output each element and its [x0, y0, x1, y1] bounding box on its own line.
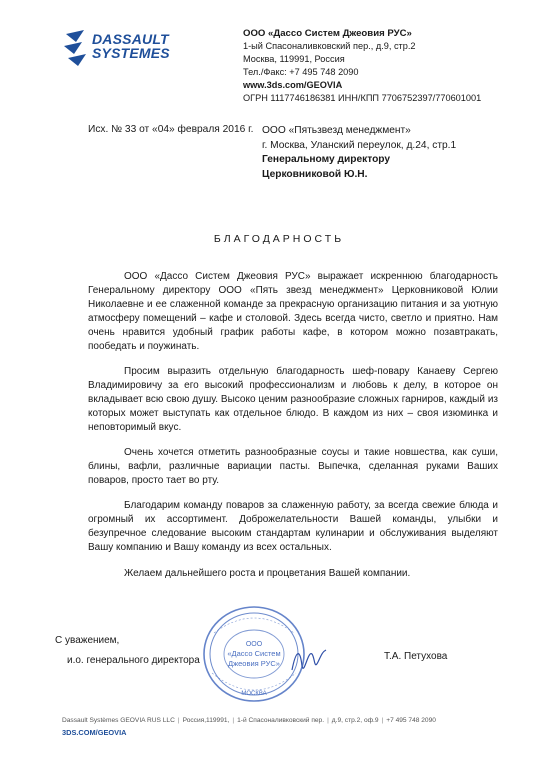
footer-city: Россия,119991,	[182, 717, 230, 724]
sender-phone: Тел./Факс: +7 495 748 2090	[243, 67, 359, 77]
dassault-3ds-logo-icon	[62, 28, 92, 68]
letter-body	[88, 270, 498, 592]
body-paragraph: Очень хочется отметить разнообразные соусы и такие новшества, как суши, блины, вафли, различные вариации пасты. Выпечка, сделанная руками Ваших поваров, просто тает во рту.	[88, 447, 498, 486]
sender-company-name: ООО «Дассо Систем Джеовия РУС»	[243, 28, 412, 39]
body-paragraph: Просим выразить отдельную благодарность шеф-повару Канаеву Сергею Владимировичу за его высокий профессионализм и любовь к делу, в которое он вкладывает всю свою душу. Высоко ценим разнообразие сложных гарниров, каждый из которых может выступать как отдельное блюдо. В каждом из них – своя изюминка и неповторимый вкус.	[88, 366, 498, 433]
brand-line-1: DASSAULT	[92, 31, 169, 47]
closing-wish: Желаем дальнейшего роста и процветания Вашей компании.	[124, 568, 411, 579]
footer-phone: +7 495 748 2090	[386, 717, 436, 724]
sender-registration: ОГРН 1117746186381 ИНН/КПП 7706752397/770601001	[243, 93, 482, 103]
body-paragraph: Благодарим команду поваров за слаженную работу, за всегда свежие блюда и огромный их ассортимент. Доброжелательности Вашей команды, улыбки и безупречное следование высоким стандартам кулинарии и обслуживания выделяют Вашу компанию и Вашу команду из всех остальных.	[88, 500, 498, 553]
dassault-logo	[62, 28, 212, 74]
sender-details	[243, 27, 481, 105]
footer-company: Dassault Systèmes GEOVIA RUS LLC	[62, 717, 175, 724]
outgoing-reference: Исх. № 33 от «04» февраля 2016 г.	[88, 124, 254, 135]
footer-address: 1-й Спасоналивковский пер.	[237, 717, 325, 724]
recipient-address: г. Москва, Уланский переулок, д.24, стр.1	[262, 139, 457, 151]
stamp-center-line-2: «Дассо Систем	[227, 649, 281, 658]
stamp-center-line-1: ООО	[245, 641, 263, 648]
recipient-name: Церковниковой Ю.Н.	[262, 168, 368, 180]
brand-line-2: SYSTEMES	[92, 45, 170, 61]
closing-block	[55, 631, 200, 671]
regards-text: С уважением,	[55, 635, 120, 646]
signer-name: Т.А. Петухова	[384, 651, 448, 662]
stamp-ring-text: МОСКВА	[241, 691, 267, 697]
sender-address-line-2: Москва, 119991, Россия	[243, 54, 345, 64]
recipient-block	[262, 124, 456, 182]
footer-building: д.9, стр.2, оф.9	[331, 717, 379, 724]
recipient-company: ООО «Пятьзвезд менеджмент»	[262, 125, 411, 136]
body-paragraph: ООО «Дассо Систем Джеовия РУС» выражает искреннюю благодарность Генеральному директору ООО «Пять звезд менеджмент» Церковниковой Юлии Николаевне и ее слаженной команде за прекрасную организацию питания и за уютную атмосферу помещений – кафе и столовой. Здесь всегда чисто, светло и приятно. Нам очень нравится удобный график работы кафе, в котором можно позавтракать, пообедать и поужинать.	[88, 271, 498, 352]
footer-website: 3DS.COM/GEOVIA	[62, 728, 127, 737]
handwritten-signature	[288, 640, 328, 680]
brand-name	[92, 32, 170, 60]
recipient-position: Генеральному директору	[262, 154, 391, 165]
footer-line: Dassault Systèmes GEOVIA RUS LLC | Россия,119991, | 1-й Спасоналивковский пер. | д.9, стр.2, оф.9 | +7 495 748 2090	[62, 717, 436, 724]
sender-website: www.3ds.com/GEOVIA	[243, 80, 343, 90]
stamp-center-line-3: Джеовия РУС»	[228, 659, 280, 668]
sender-address-line-1: 1-ый Спасоналивковский пер., д.9, стр.2	[243, 41, 416, 51]
letter-title: БЛАГОДАРНОСТЬ	[213, 233, 345, 245]
signer-position: и.о. генерального директора	[67, 655, 200, 666]
